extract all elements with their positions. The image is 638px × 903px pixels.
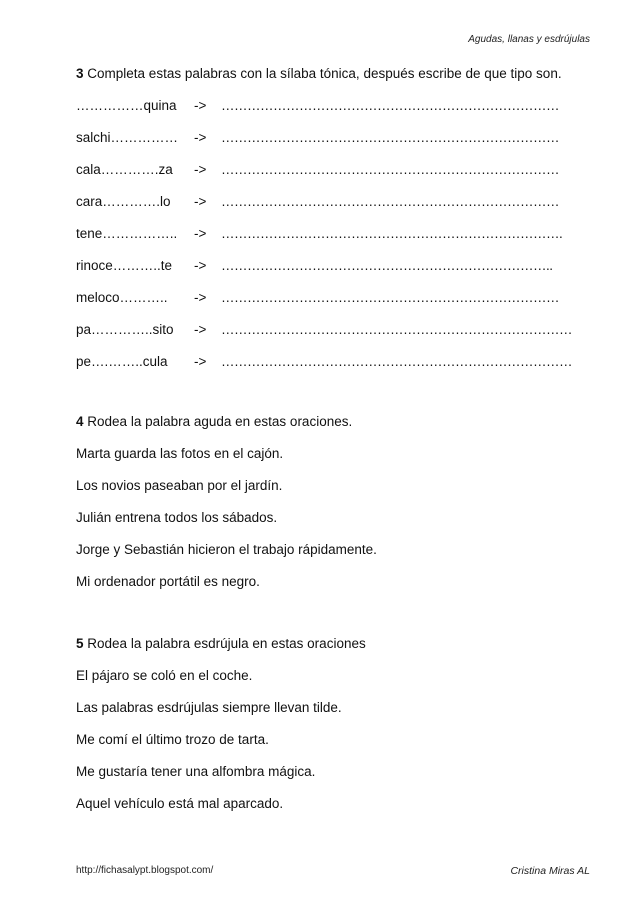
sentence: Me comí el último trozo de tarta. [76,732,269,747]
answer-line: …………………………………………………………………… [221,130,559,145]
exercise-row [76,256,596,276]
answer-line: ………………………………………………………………….. [221,258,553,273]
answer-line: ……………………………………………………………………. [221,226,563,241]
exercise-row [76,288,596,308]
incomplete-word: meloco……….. [76,290,168,305]
sentence: Aquel vehículo está mal aparcado. [76,796,284,811]
exercise-row [76,224,596,244]
answer-line: …………………………………………………………………… [221,162,559,177]
incomplete-word: rinoce………..te [76,258,173,273]
exercise-row [76,320,596,340]
exercise-3-instruction: Completa estas palabras con la sílaba tónica, después escribe de que tipo son. [87,66,562,81]
arrow: -> [194,354,207,369]
exercise-5-instruction: Rodea la palabra esdrújula en estas oraciones [87,636,366,651]
header-title: Agudas, llanas y esdrújulas [468,34,590,45]
exercise-4-instruction: Rodea la palabra aguda en estas oraciones. [87,414,353,429]
answer-line: ……………………………………………………………………… [221,322,572,337]
exercise-5-number: 5 [76,636,84,651]
exercise-3-title [76,64,596,84]
answer-line: ……………………………………………………………………… [221,354,572,369]
sentence: Jorge y Sebastián hicieron el trabajo rápidamente. [76,542,377,557]
sentence: Marta guarda las fotos en el cajón. [76,446,284,461]
exercise-row [76,128,596,148]
sentence: Mi ordenador portátil es negro. [76,574,260,589]
sentence: Me gustaría tener una alfombra mágica. [76,764,316,779]
answer-line: …………………………………………………………………… [221,290,559,305]
exercise-4-number: 4 [76,414,84,429]
arrow: -> [194,258,207,273]
incomplete-word: tene…………….. [76,226,178,241]
arrow: -> [194,194,207,209]
answer-line: …………………………………………………………………… [221,194,559,209]
incomplete-word: ……………quina [76,98,177,113]
arrow: -> [194,130,207,145]
exercise-row [76,96,596,116]
exercise-3-number: 3 [76,66,84,81]
incomplete-word: cala………….za [76,162,173,177]
exercise-4 [76,412,596,592]
exercise-row [76,192,596,212]
arrow: -> [194,290,207,305]
arrow: -> [194,98,207,113]
exercise-row [76,352,596,372]
exercise-5 [76,634,596,814]
incomplete-word: pe….……..cula [76,354,168,369]
exercise-5-title [76,634,596,654]
sentence: El pájaro se coló en el coche. [76,668,253,683]
arrow: -> [194,322,207,337]
arrow: -> [194,162,207,177]
sentence: Las palabras esdrújulas siempre llevan tilde. [76,700,342,715]
sentence: Los novios paseaban por el jardín. [76,478,283,493]
exercise-row [76,160,596,180]
footer-author: Cristina Miras AL [510,865,590,877]
answer-line: …………………………………………………………………… [221,98,559,113]
exercise-3 [76,64,596,374]
incomplete-word: pa…………..sito [76,322,174,337]
exercise-4-title [76,412,596,432]
footer-url[interactable]: http://fichasalypt.blogspot.com/ [76,865,214,876]
incomplete-word: cara………….lo [76,194,171,209]
sentence: Julián entrena todos los sábados. [76,510,278,525]
incomplete-word: salchi…………… [76,130,179,145]
arrow: -> [194,226,207,241]
